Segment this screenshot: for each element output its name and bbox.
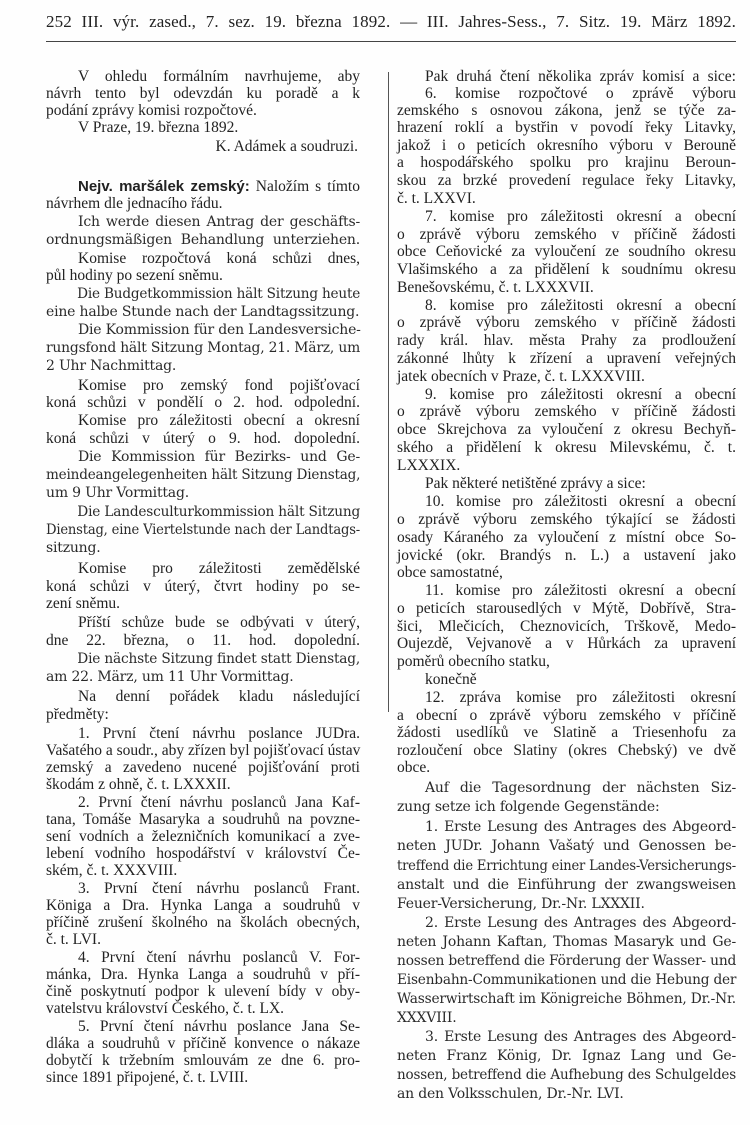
right-text-line: 11. komise pro záležitosti okresní a obecní <box>425 582 736 599</box>
right-text-line: Feuer-Versicherung, Dr.-Nr. LXXXII. <box>397 896 645 912</box>
left-text-line: dobytčí k tržebním smlouvám ze dne 6. pro- <box>46 1052 360 1069</box>
right-text-line: a hospodářského spolku pro krajinu Beroun- <box>397 154 736 171</box>
left-text-line: dláka a soudruhů v příčině konvence o nákaze <box>46 1035 360 1052</box>
right-text-line: a obecní o zprávě výboru zemského v příčině <box>397 707 736 724</box>
left-text-line: zemský a zavedeno nucené pojišťování proti <box>46 759 360 776</box>
left-text-line: podání zprávy komisi rozpočtové. <box>46 102 257 119</box>
left-text-line: koná schůzi v úterý, čtvrt hodiny po se- <box>46 578 360 595</box>
left-text-line: 2 Uhr Nachmittag. <box>46 358 177 374</box>
left-text-line: lebení vodního hospodářství v království Če- <box>46 845 360 862</box>
right-text-line: zemského s osnovou zákona, jenž se týče za- <box>397 102 736 119</box>
left-text-line: 2. První čtení návrhu poslanců Jana Kaf- <box>78 794 360 811</box>
left-text-line: mánka, Dra. Hynka Langa a soudruhů v pří- <box>46 966 360 983</box>
left-text-line: Die nächste Sitzung findet statt Dienstag, <box>77 651 360 667</box>
right-text-line: jovické (okr. Brandýs n. L.) a ustavení jako <box>397 547 736 564</box>
left-text-line: Dienstag, eine Viertelstunde nach der Landtags- <box>46 522 360 538</box>
left-text-line: vatelstvu království Českého, č. t. LX. <box>46 1000 285 1017</box>
right-text-line: osady Káraného za vyloučení z místní obce So- <box>397 529 736 546</box>
right-text-line: nossen, betreffend die Aufhebung des Schulgeldes <box>397 1067 736 1083</box>
right-text-line: poměrů obecního statku, <box>397 653 550 670</box>
right-text-line: Pak některé netištěné zprávy a sice: <box>425 475 646 492</box>
right-text-line: o zprávě výboru zemského v příčině žádosti <box>397 314 736 331</box>
right-text-line: 1. Erste Lesung des Antrages des Abgeord- <box>425 819 736 835</box>
left-text-line: zení sněmu. <box>46 595 121 612</box>
left-text-line: Na denní pořádek kladu následující <box>78 688 360 705</box>
right-text-line: neten Franz König, Dr. Ignaz Lang und Ge- <box>397 1048 736 1064</box>
right-text-line: 10. komise pro záležitosti okresní a obecní <box>425 493 736 510</box>
right-text-line: an den Volksschulen, Dr.-Nr. LVI. <box>397 1086 624 1102</box>
left-text-line: sení vodních a železničních komunikací a zve- <box>46 828 360 845</box>
left-text-line: Komise rozpočtová koná schůzi dnes, <box>78 250 360 267</box>
left-text-line: Příští schůze bude se odbývati v úterý, <box>78 614 360 631</box>
left-text-line: 1. První čtení návrhu poslance JUDra. <box>78 725 360 742</box>
left-text-line: dne 22. března, o 11. hod. dopolední. <box>46 632 360 649</box>
left-text-line: čině poskytnutí podpor k ulevení bídy v oby- <box>46 983 360 1000</box>
right-text-line: o peticích starousedlých v Mýtě, Dobřívě, Stra- <box>397 600 736 617</box>
right-text-line: zung setze ich folgende Gegenstände: <box>397 799 660 815</box>
left-text-line: návrhem dle jednacího řádu. <box>46 195 223 212</box>
left-text-line <box>46 178 360 195</box>
left-text-line: Ich werde diesen Antrag der geschäfts- <box>78 214 360 230</box>
header-rule <box>46 41 736 42</box>
right-text-line: obce Skrejchova za vyloučení z okresu Bechyň- <box>397 421 736 438</box>
speech-text: Naložím s tímto <box>255 178 360 195</box>
right-text-line: Eisenbahn-Communikationen und die Hebung der <box>397 972 737 988</box>
left-text-line: meindeangelegenheiten hält Sitzung Dienstag, <box>46 467 361 483</box>
left-text-line: rungsfond hält Sitzung Montag, 21. März, um <box>46 340 361 356</box>
right-text-line: žádosti usedlíků ve Slatině a Triesenhofu za <box>397 724 736 741</box>
right-text-line: LXXXIX. <box>397 457 461 474</box>
right-text-line: jakož i o peticích okresního výboru v Berouně <box>397 137 736 154</box>
left-text-line: koná schůzi v úterý o 9. hod. dopolední. <box>46 430 360 447</box>
right-text-line: Pak druhá čtení několika zpráv komisí a sice: <box>425 68 736 85</box>
right-text-line: č. t. LXXVI. <box>397 190 476 207</box>
right-text-line: 3. Erste Lesung des Antrages des Abgeord- <box>425 1029 736 1045</box>
right-text-line: 8. komise pro záležitosti okresní a obecní <box>425 297 736 314</box>
right-text-line: XXXVIII. <box>397 1010 457 1026</box>
running-header: 252 III. výr. zased., 7. sez. 19. března 1892. — III. Jahres-Sess., 7. Sitz. 19. März 1892. <box>46 12 736 31</box>
left-text-line: K. Adámek a soudruzi. <box>215 138 358 155</box>
left-text-line: půl hodiny po sezení sněmu. <box>46 267 223 284</box>
speaker-name: Nejv. maršálek zemský: <box>78 178 250 195</box>
right-text-line: 2. Erste Lesung des Antrages des Abgeord- <box>425 915 736 931</box>
left-text-line: eine halbe Stunde nach der Landtagssitzung. <box>46 304 360 320</box>
right-text-line: o zprávě výboru zemského v příčině žádosti <box>397 226 736 243</box>
right-text-line: 7. komise pro záležitosti okresní a obecní <box>425 208 736 225</box>
left-text-line: um 9 Uhr Vormittag. <box>46 485 189 501</box>
right-text-line: neten JUDr. Johann Vašatý und Genossen be- <box>397 838 736 854</box>
left-text-line: tana, Tomáše Masaryka a soudruhů na povzne- <box>46 811 360 828</box>
left-text-line: Vašatého a soudr., aby zřízen byl pojišťovací ústav <box>46 742 361 759</box>
right-text-line: zákonné lhůty k zřízení a upravení veřejných <box>397 350 736 367</box>
left-text-line: Königa a Dra. Hynka Langa a soudruhů v <box>46 897 360 914</box>
right-text-line: o zprávě výboru zemského v příčině žádosti <box>397 403 736 420</box>
left-text-line: 3. První čtení návrhu poslanců Frant. <box>78 880 360 897</box>
left-text-line: Die Budgetkommission hält Sitzung heute <box>77 286 361 302</box>
right-text-line: 6. komise rozpočtové o zprávě výboru <box>425 85 736 102</box>
right-text-line: neten Johann Kaftan, Thomas Masaryk und Ge- <box>397 934 736 950</box>
right-text-line: Benešovskému, č. t. LXXXVII. <box>397 279 594 296</box>
left-text-line: ském, č. t. XXXVIII. <box>46 862 178 879</box>
left-text-line: č. t. LVI. <box>46 931 101 948</box>
right-text-line: Wasserwirtschaft im Königreiche Böhmen, Dr.-Nr. <box>397 991 736 1007</box>
right-text-line: anstalt und die Einführung der zwangsweisen <box>397 877 736 893</box>
left-text-line: Komise pro zemský fond pojišťovací <box>78 377 360 394</box>
right-text-line: rady král. hlav. města Prahy za prodloužení <box>397 332 736 349</box>
left-text-line: V ohledu formálním navrhujeme, aby <box>78 68 360 85</box>
right-text-line: Auf die Tagesordnung der nächsten Siz- <box>425 780 736 796</box>
left-text-line: příčině zrušení školného na školách obecných, <box>46 914 360 931</box>
left-text-line: předměty: <box>46 706 109 723</box>
left-text-line: Komise pro záležitosti zemědělské <box>78 560 360 577</box>
right-text-line: obce Ceňovické za vyloučení ze soudního okresu <box>397 243 736 260</box>
left-text-line: Die Landesculturkommission hält Sitzung <box>77 504 361 520</box>
left-text-line: návrh tento byl odevzdán ku poradě a k <box>46 85 360 102</box>
right-text-line: obce samostatné, <box>397 564 503 581</box>
left-text-line: koná schůzi v pondělí o 2. hod. odpolední. <box>46 394 360 411</box>
right-text-line: hrazení roklí a bystřin v povodí řeky Litavky, <box>397 119 736 136</box>
right-text-line: 12. zpráva komise pro záležitosti okresní <box>425 689 736 706</box>
left-text-line: Komise pro záležitosti obecní a okresní <box>78 412 360 429</box>
right-text-line: Oujezdě, Vejvanově a v Hůrkách za upravení <box>397 635 736 652</box>
right-text-line: jatek obecních v Praze, č. t. LXXXVIII. <box>397 368 645 385</box>
left-text-line: since 1891 připojené, č. t. LVIII. <box>46 1069 249 1086</box>
left-text-line: 5. První čtení návrhu poslance Jana Se- <box>78 1018 360 1035</box>
right-text-line: skou za brzké provedení regulace řeky Litavky, <box>397 172 736 189</box>
left-text-line: ordnungsmäßigen Behandlung unterziehen. <box>46 232 360 248</box>
left-text-line: Die Kommission für Bezirks- und Ge- <box>78 449 360 465</box>
right-text-line: o zprávě výboru zemského týkající se žádosti <box>397 511 736 528</box>
right-text-line: ského a přidělení k okresu Milevskému, č. t. <box>397 439 736 456</box>
left-text-line: am 22. März, um 11 Uhr Vormittag. <box>46 669 294 685</box>
left-text-line: škodám z ohně, č. t. LXXXII. <box>46 776 231 793</box>
left-text-line: V Praze, 19. března 1892. <box>78 119 239 136</box>
right-text-line: treffend die Errichtung einer Landes-Versicherungs- <box>397 858 736 874</box>
right-text-line: konečně <box>425 671 477 688</box>
column-divider <box>388 72 389 712</box>
right-text-line: nossen betreffend die Förderung der Wasser- und <box>397 953 737 969</box>
left-text-line: Die Kommission für den Landesversiche- <box>78 322 361 338</box>
left-text-line: 4. První čtení návrhu poslanců V. For- <box>78 949 360 966</box>
right-text-line: Vlašimského a za přidělení k soudnímu okresu <box>397 261 736 278</box>
right-text-line: rozloučení obce Slatiny (okres Chebský) ve dvě <box>397 742 736 759</box>
right-text-line: obce. <box>397 759 431 776</box>
right-text-line: šici, Mlečicích, Cheznovicích, Trškově, Medo- <box>397 618 736 635</box>
left-text-line: sitzung. <box>46 540 101 556</box>
right-text-line: 9. komise pro záležitosti okresní a obecní <box>425 386 736 403</box>
